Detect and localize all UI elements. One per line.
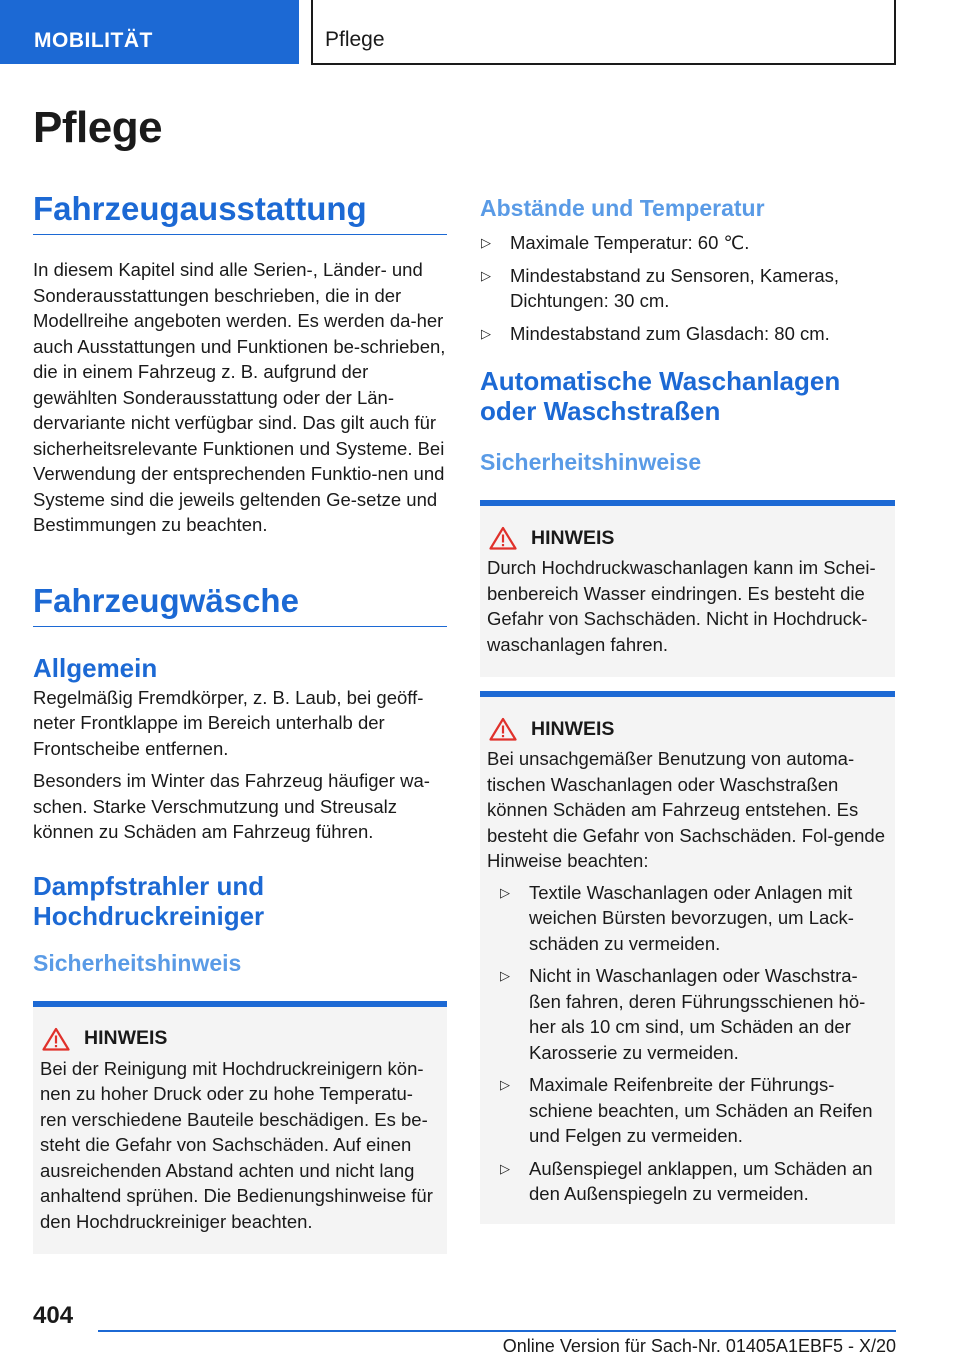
triangle-right-icon: ▷ bbox=[500, 1160, 510, 1176]
list-item: ▷ Mindestabstand zu Sensoren, Kameras, Dichtungen: 30 cm. bbox=[481, 264, 840, 311]
left-column bbox=[33, 190, 447, 1254]
bullet-list-abstaende bbox=[480, 230, 895, 346]
chapter-tab[interactable]: MOBILITÄT bbox=[0, 0, 299, 64]
list-item: ▷ Außenspiegel anklappen, um Schäden an den Außenspiegeln zu vermeiden. bbox=[500, 1157, 873, 1204]
triangle-right-icon: ▷ bbox=[481, 267, 491, 283]
bullet-list-waschanlagen bbox=[487, 880, 887, 1207]
right-column bbox=[480, 194, 895, 1224]
triangle-right-icon: ▷ bbox=[500, 884, 510, 900]
list-item: ▷ Maximale Temperatur: 60 ℃. bbox=[480, 230, 895, 256]
footer-divider bbox=[98, 1330, 896, 1332]
heading-waschanlagen: Automatische Waschanlagen oder Waschstraßen bbox=[480, 366, 841, 426]
list-item: ▷ Maximale Reifenbreite der Führungs-schiene beachten, um Schäden an Reifen und Felgen zu vermeiden. bbox=[500, 1074, 873, 1146]
note-text: Durch Hochdruckwaschanlagen kann im Schei-benbereich Wasser eindringen. Es besteht die Gefahr von Sachschäden. Nicht in Hochdruck-waschanlagen fahren. bbox=[487, 557, 876, 655]
page-number: 404 bbox=[33, 1302, 74, 1329]
triangle-right-icon: ▷ bbox=[500, 968, 510, 983]
paragraph-allgemein-2: Besonders im Winter das Fahrzeug häufiger wa-schen. Starke Verschmutzung und Streusalz können zu Schäden am Fahrzeug führen. bbox=[33, 770, 430, 842]
page-title: Pflege bbox=[33, 103, 163, 152]
warning-triangle-icon bbox=[489, 717, 517, 741]
heading-fahrzeugwaesche: Fahrzeugwäsche bbox=[33, 582, 447, 627]
note-label: HINWEIS bbox=[531, 526, 615, 549]
heading-allgemein: Allgemein bbox=[33, 652, 158, 683]
warning-triangle-icon bbox=[42, 1027, 70, 1051]
heading-fahrzeugausstattung: Fahrzeugausstattung bbox=[33, 190, 447, 235]
heading-sicherheitshinweise: Sicherheitshinweise bbox=[480, 449, 702, 475]
warning-note bbox=[33, 1001, 447, 1255]
triangle-right-icon: ▷ bbox=[481, 325, 491, 341]
heading-dampfstrahler: Dampfstrahler und Hochdruckreiniger bbox=[33, 870, 265, 931]
triangle-right-icon: ▷ bbox=[500, 1077, 510, 1092]
note-text: Bei der Reinigung mit Hochdruckreinigern kön-nen zu hoher Druck oder zu hohe Temperatu-ren verschiedene Bauteile beschädigen. Es be-steht die Gefahr von Sachschäden. Auf einen ausreichenden Abstand achten und nicht lang anhaltend sprühen. Die Bedienungshinweise für den Hochdruckreiniger beachten. bbox=[40, 1057, 433, 1232]
warning-note-waschanlagen bbox=[480, 691, 895, 1224]
section-title: Pflege bbox=[311, 0, 896, 65]
note-label: HINWEIS bbox=[84, 1027, 168, 1049]
heading-abstaende: Abstände und Temperatur bbox=[480, 195, 765, 221]
note-text: Bei unsachgemäßer Benutzung von automa-tischen Waschanlagen oder Waschstraßen können Schäden am Fahrzeug entstehen. Es besteht die Gefahr von Sachschäden. Fol-gende Hinweise beachten: bbox=[487, 748, 886, 871]
note-label: HINWEIS bbox=[531, 717, 615, 740]
paragraph-ausstattung: In diesem Kapitel sind alle Serien-, Länder- und Sonderausstattungen beschrieben, die in der Modellreihe angeboten werden. Es werden da-her auch Ausstattungen und Funktionen be-schrieben, die in einem Fahrzeug z. B. aufgrund der gewählten Sonderausstattung oder der Län-dervariante nicht verfügbar sind. Das gilt auch für sicherheitsrelevante Funktionen und Systeme. Bei Verwendung der entsprechenden Funktio-nen und Systeme sind die jeweils geltenden Ge-setze und Bestimmungen zu beachten. bbox=[33, 259, 446, 535]
paragraph-allgemein-1: Regelmäßig Fremdkörper, z. B. Laub, bei geöff-neter Frontklappe im Bereich unterhalb der Frontscheibe entfernen. bbox=[33, 686, 424, 759]
list-item: ▷ Nicht in Waschanlagen oder Waschstra-ßen fahren, deren Führungsschienen hö-her als 10 cm sind, um Schäden an der Karosserie zu vermeiden. bbox=[500, 965, 866, 1063]
heading-sicherheitshinweis: Sicherheitshinweis bbox=[33, 949, 242, 976]
footer-version-text: Online Version für Sach-Nr. 01405A1EBF5 - X/20 bbox=[502, 1336, 896, 1356]
warning-triangle-icon bbox=[489, 526, 517, 550]
warning-note-hochdruck bbox=[480, 500, 895, 677]
list-item: ▷ Textile Waschanlagen oder Anlagen mit weichen Bürsten bevorzugen, um Lack-schäden zu vermeiden. bbox=[500, 881, 854, 954]
list-item: ▷ Mindestabstand zum Glasdach: 80 cm. bbox=[480, 321, 895, 347]
triangle-right-icon: ▷ bbox=[481, 235, 491, 250]
